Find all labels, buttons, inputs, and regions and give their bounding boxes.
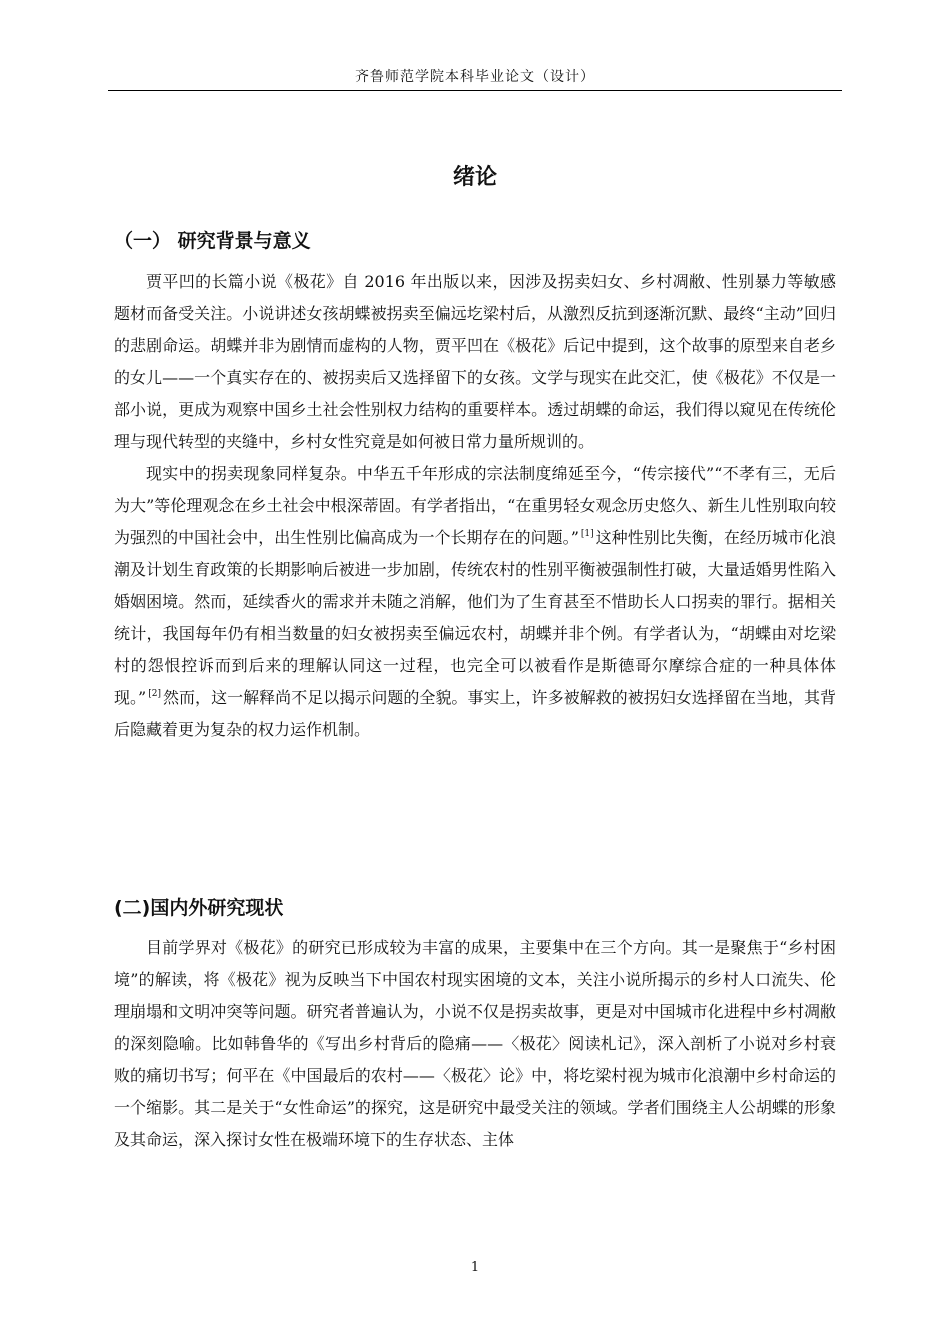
section-heading-background: （一） 研究背景与意义 xyxy=(114,230,311,252)
paragraph-text: 然而，这一解释尚不足以揭示问题的全貌。事实上，许多被解救的被拐妇女选择留在当地，其背后隐藏着更为复杂的权力运作机制。 xyxy=(114,688,836,739)
paragraph-text: 这种性别比失衡，在经历城市化浪潮及计划生育政策的长期影响后被进一步加剧，传统农村的性别平衡被强制性打破，大量适婚男性陷入婚姻困境。然而，延续香火的需求并未随之消解，他们为了生育甚至不惜助长人口拐卖的罪行。据相关统计，我国每年仍有相当数量的妇女被拐卖至偏远农村，胡蝶并非个例。有学者认为，“胡蝶由对圪梁村的怨恨控诉而到后来的理解认同这一过程，也完全可以被看作是斯德哥尔摩综合症的一种具体体现。” xyxy=(114,528,836,707)
section-body-background xyxy=(114,266,836,746)
page-title: 绪论 xyxy=(452,165,497,190)
citation-marker[interactable]: [1] xyxy=(580,529,594,539)
page-number: 1 xyxy=(470,1260,480,1275)
section-body-research-status xyxy=(114,932,836,1156)
paragraph xyxy=(114,266,836,458)
section-heading-research-status: (二)国内外研究现状 xyxy=(114,897,284,919)
paragraph-text: 目前学界对《极花》的研究已形成较为丰富的成果，主要集中在三个方向。其一是聚焦于“乡村困境”的解读，将《极花》视为反映当下中国农村现实困境的文本，关注小说所揭示的乡村人口流失、伦理崩塌和文明冲突等问题。研究者普遍认为，小说不仅是拐卖故事，更是对中国城市化进程中乡村凋敝的深刻隐喻。比如韩鲁华的《写出乡村背后的隐痛——〈极花〉阅读札记》，深入剖析了小说对乡村衰败的痛切书写；何平在《中国最后的农村——〈极花〉论》中，将圪梁村视为城市化浪潮中乡村命运的一个缩影。其二是关于“女性命运”的探究，这是研究中最受关注的领域。学者们围绕主人公胡蝶的形象及其命运，深入探讨女性在极端环境下的生存状态、主体 xyxy=(114,938,836,1149)
paragraph-text: 贾平凹的长篇小说《极花》自 2016 年出版以来，因涉及拐卖妇女、乡村凋敝、性别暴力等敏感题材而备受关注。小说讲述女孩胡蝶被拐卖至偏远圪梁村后，从激烈反抗到逐渐沉默、最终“主动”回归的悲剧命运。胡蝶并非为剧情而虚构的人物，贾平凹在《极花》后记中提到，这个故事的原型来自老乡的女儿——一个真实存在的、被拐卖后又选择留下的女孩。文学与现实在此交汇，使《极花》不仅是一部小说，更成为观察中国乡土社会性别权力结构的重要样本。透过胡蝶的命运，我们得以窥见在传统伦理与现代转型的夹缝中，乡村女性究竟是如何被日常力量所规训的。 xyxy=(114,272,836,451)
running-header: 齐鲁师范学院本科毕业论文（设计） xyxy=(355,69,595,85)
paragraph xyxy=(114,932,836,1156)
header-rule xyxy=(108,90,842,91)
paragraph-text: 现实中的拐卖现象同样复杂。中华五千年形成的宗法制度绵延至今，“传宗接代”“不孝有三，无后为大”等伦理观念在乡土社会中根深蒂固。有学者指出，“在重男轻女观念历史悠久、新生儿性别取向较为强烈的中国社会中，出生性别比偏高成为一个长期存在的问题。” xyxy=(114,464,836,547)
citation-marker[interactable]: [2] xyxy=(148,689,161,699)
paragraph xyxy=(114,458,836,746)
